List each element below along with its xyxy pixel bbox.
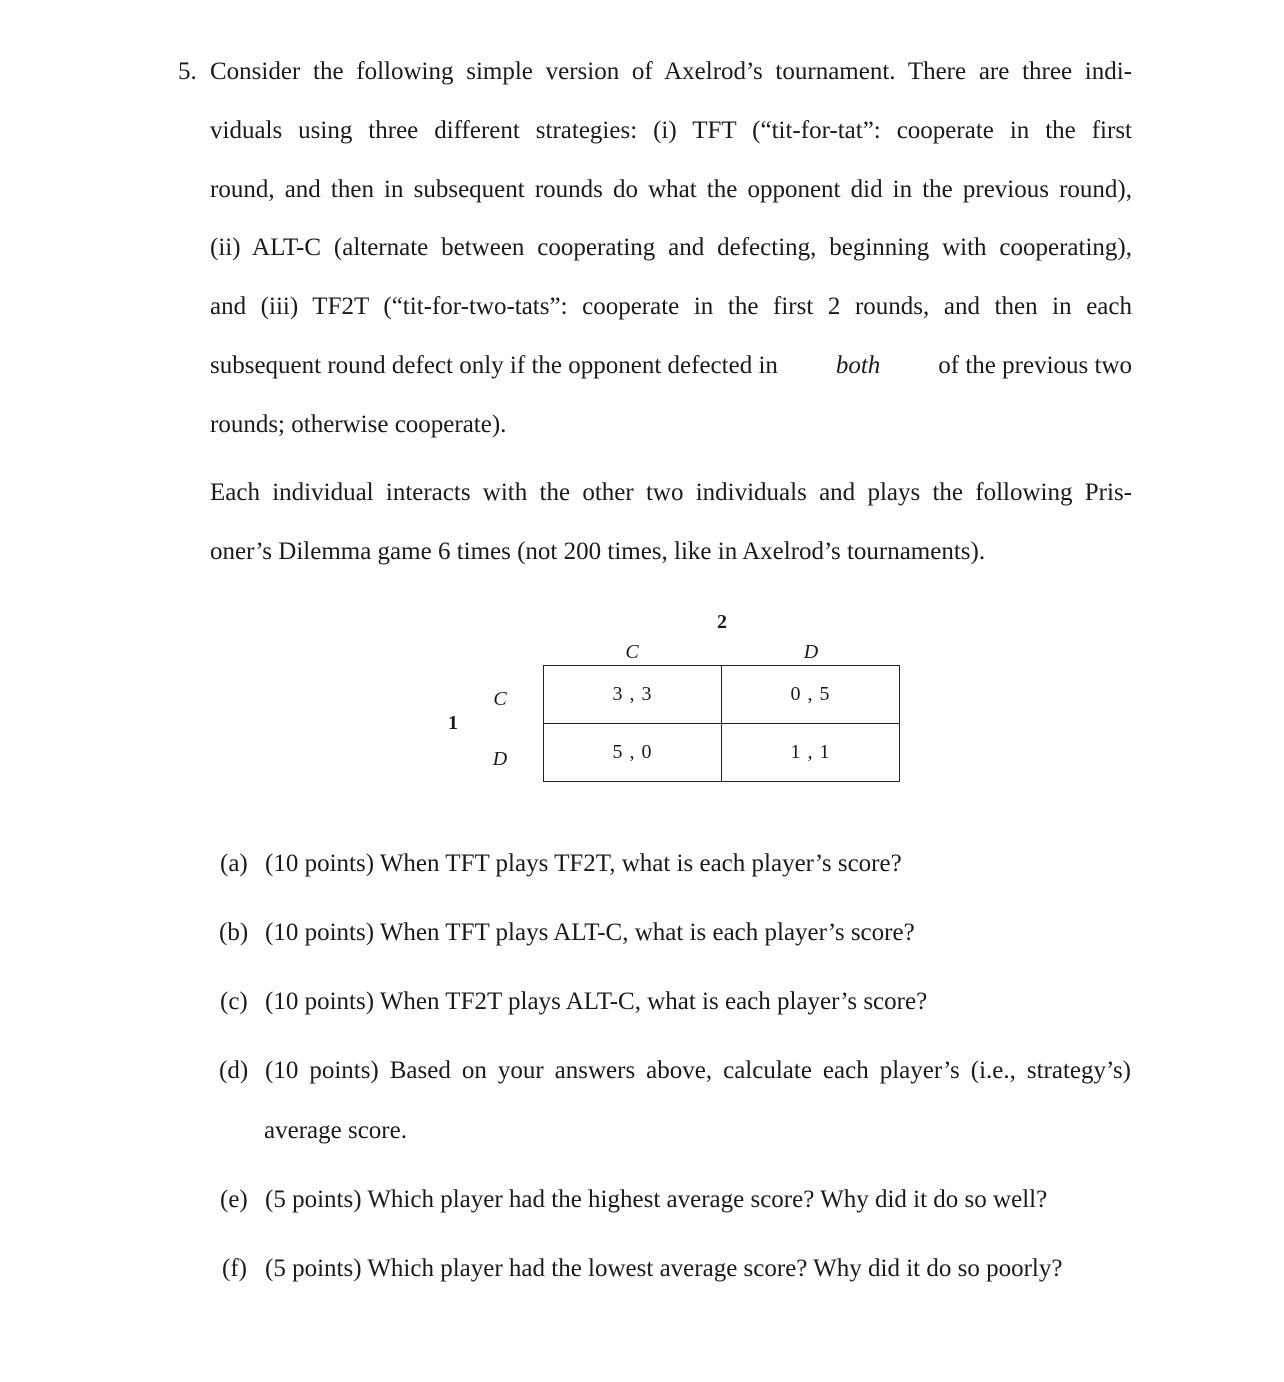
paragraph1-line-7: rounds; otherwise cooperate).: [210, 411, 507, 438]
question-a-label: (a): [220, 850, 248, 877]
paragraph2-line-2: oner’s Dilemma game 6 times (not 200 times, like in Axelrod’s tournaments).: [210, 538, 986, 565]
question-c-text: (10 points) When TF2T plays ALT-C, what is each player’s score?: [265, 988, 928, 1015]
matrix-row-d: [544, 724, 900, 782]
question-a-text: (10 points) When TFT plays TF2T, what is each player’s score?: [265, 850, 902, 877]
matrix-row-c: [544, 666, 900, 724]
emphasis-both: both: [835, 352, 881, 379]
question-d-label: (d): [219, 1057, 249, 1084]
question-e-text: (5 points) Which player had the highest average score? Why did it do so well?: [265, 1186, 1048, 1213]
row-action-c: C: [493, 688, 507, 710]
question-b-label: (b): [219, 919, 249, 946]
payoff-cell-dc: 5 , 0: [544, 724, 722, 782]
row-player-label: 1: [448, 712, 458, 734]
question-f-label: (f): [222, 1255, 247, 1282]
column-action-c: C: [625, 641, 639, 663]
payoff-cell-dd: 1 , 1: [722, 724, 900, 782]
paragraph2-line-1: Each individual interacts with the other two individuals and plays the following Pris-: [210, 479, 1132, 506]
question-c-label: (c): [220, 988, 248, 1015]
payoff-matrix: [543, 665, 900, 782]
paragraph1-line-2: viduals using three different strategies: (i) TFT (“tit-for-tat”: cooperate in the first: [210, 117, 1132, 144]
paragraph1-line-4: (ii) ALT-C (alternate between cooperating and defecting, beginning with cooperating),: [210, 234, 1132, 261]
question-d-continuation: average score.: [264, 1117, 407, 1144]
row-action-d: D: [492, 748, 508, 770]
question-d-text: (10 points) Based on your answers above, calculate each player’s (i.e., strategy’s): [265, 1057, 1131, 1084]
column-action-d: D: [803, 641, 819, 663]
paragraph1-line-5: and (iii) TF2T (“tit-for-two-tats”: cooperate in the first 2 rounds, and then in each: [210, 293, 1132, 320]
paragraph1-line-1: Consider the following simple version of Axelrod’s tournament. There are three indi-: [210, 58, 1132, 85]
question-e-label: (e): [220, 1186, 248, 1213]
problem-number: 5.: [178, 58, 197, 85]
payoff-cell-cd: 0 , 5: [722, 666, 900, 724]
paragraph1-line-6: [210, 351, 1132, 381]
question-b-text: (10 points) When TFT plays ALT-C, what is each player’s score?: [265, 919, 915, 946]
paragraph1-line-3: round, and then in subsequent rounds do what the opponent did in the previous round),: [210, 176, 1132, 203]
paragraph1-line-6-start: subsequent round defect only if the opponent defected in: [210, 352, 778, 379]
column-player-label: 2: [717, 611, 727, 633]
payoff-cell-cc: 3 , 3: [544, 666, 722, 724]
question-f-text: (5 points) Which player had the lowest average score? Why did it do so poorly?: [265, 1255, 1063, 1282]
paragraph1-line-6-end: of the previous two: [938, 352, 1132, 379]
